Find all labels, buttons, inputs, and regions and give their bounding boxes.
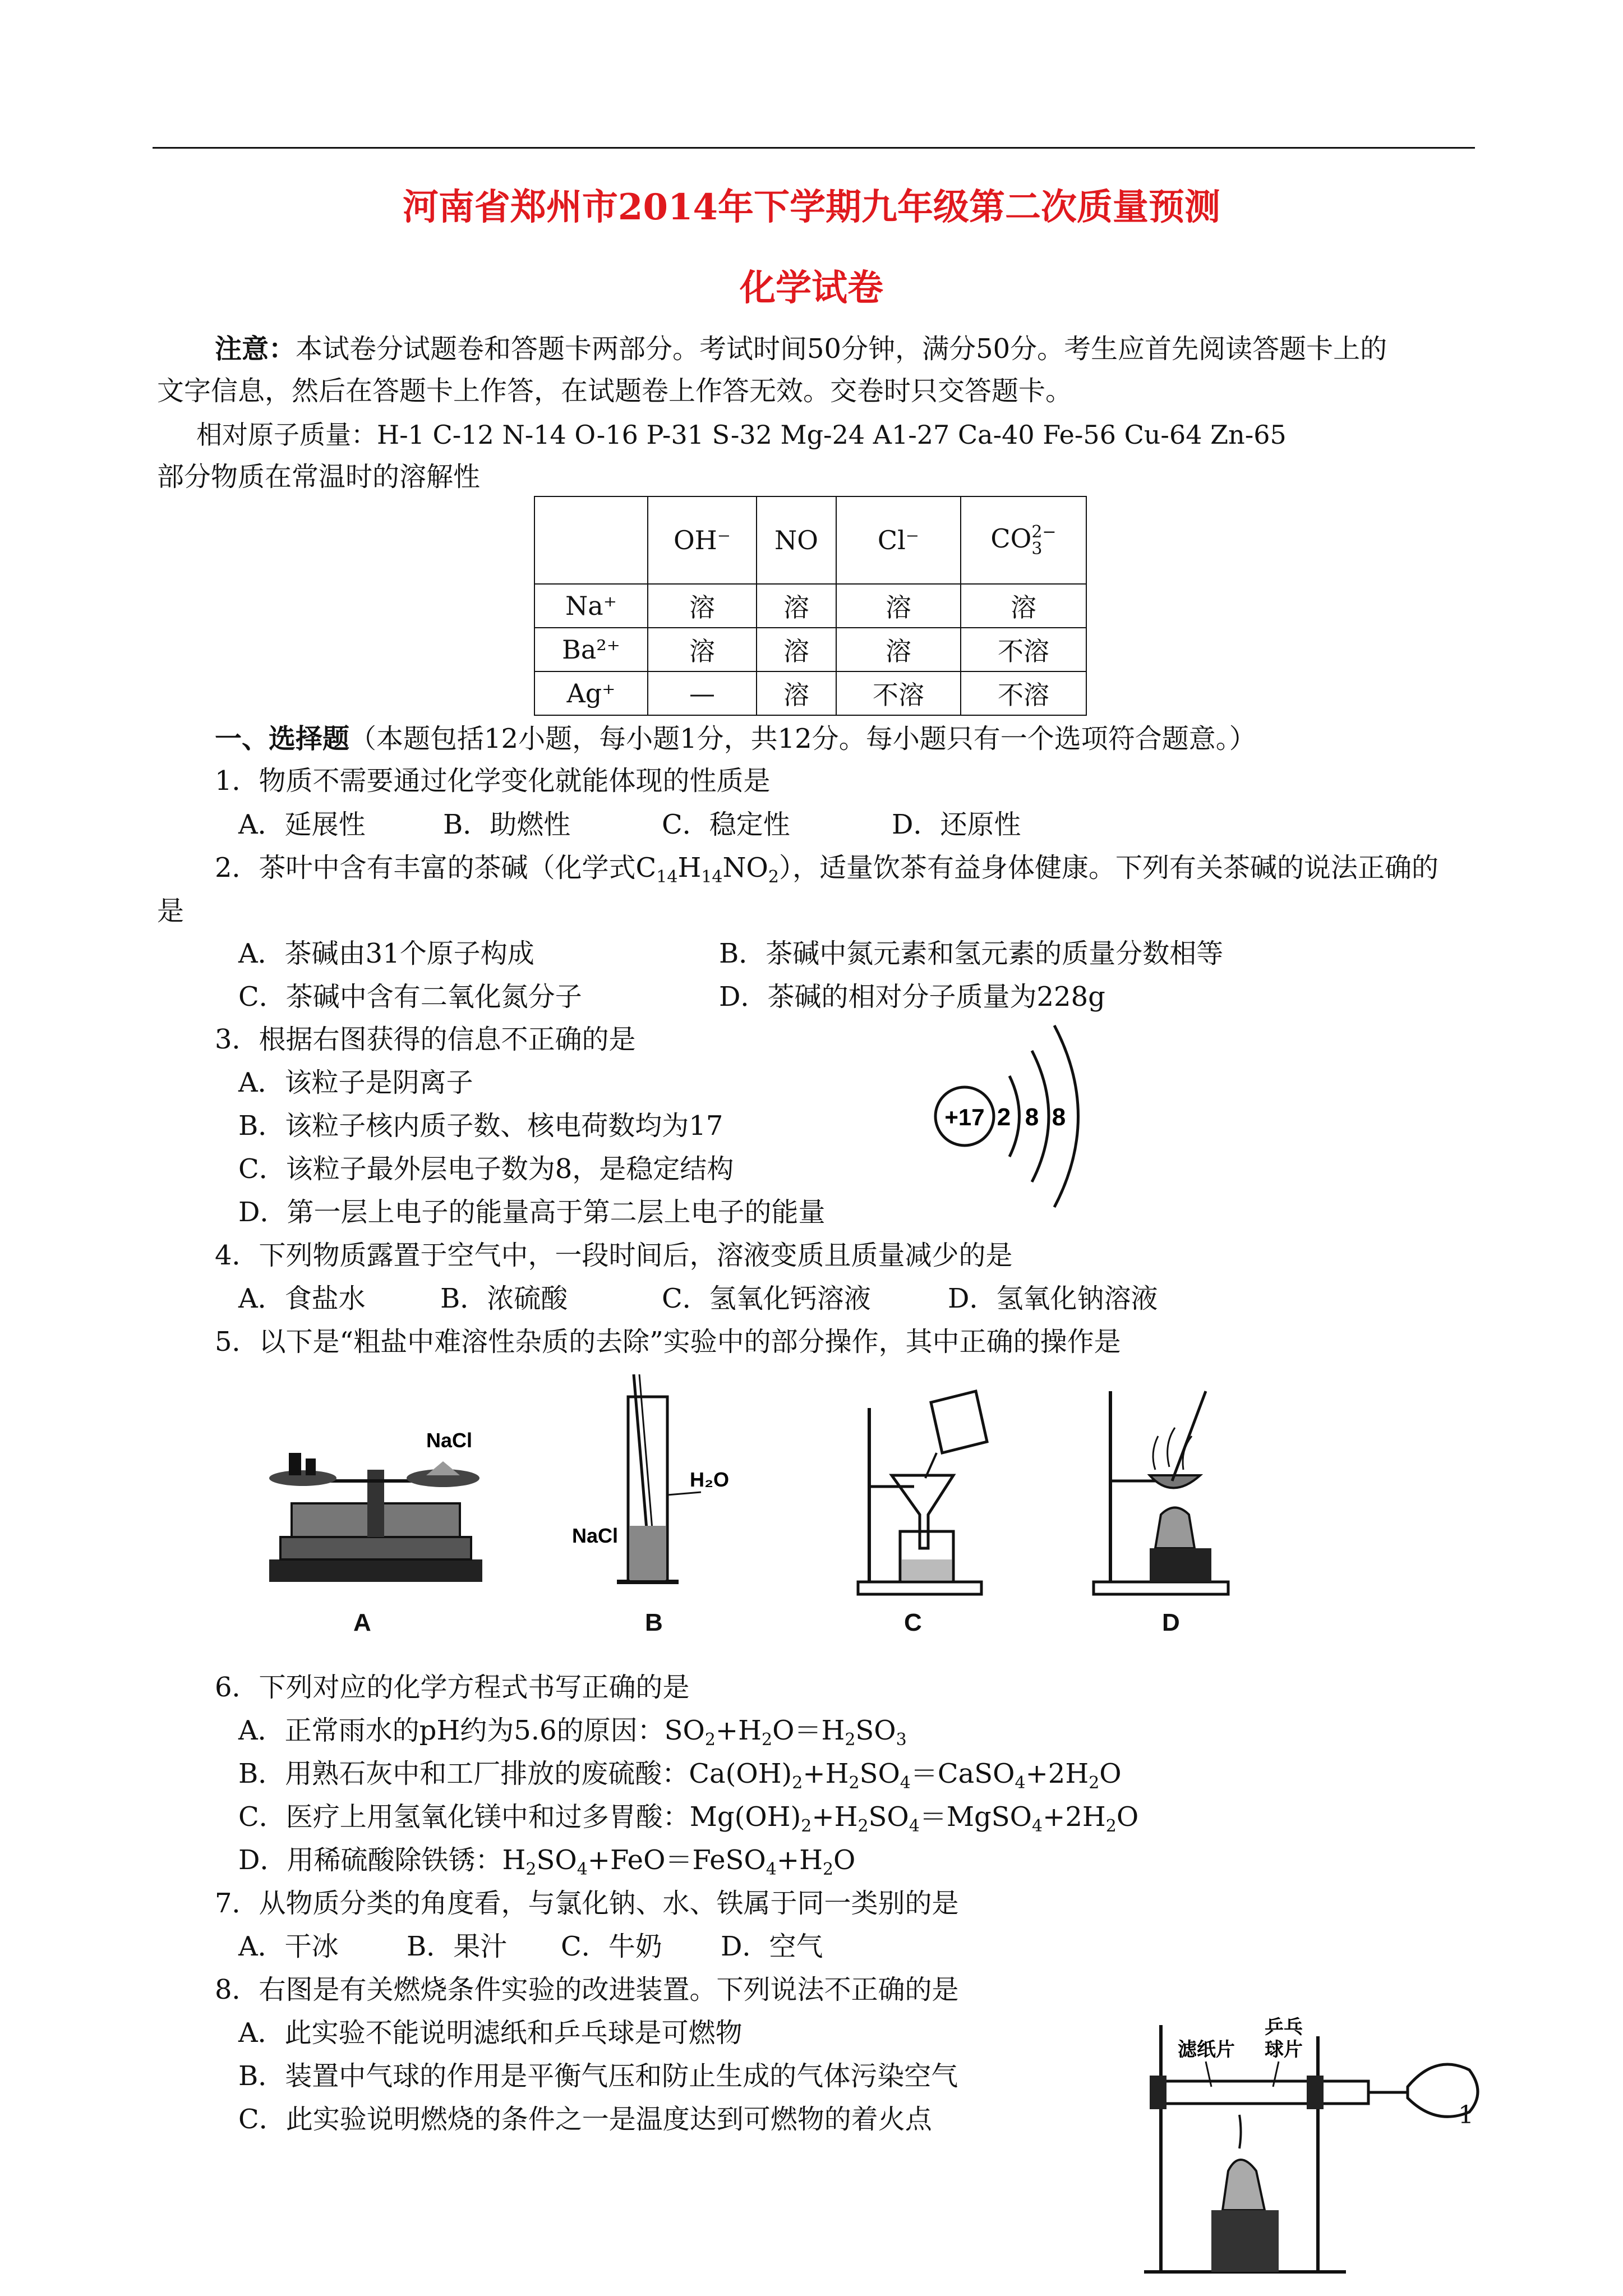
q6-stem: 6．下列对应的化学方程式书写正确的是 (215, 1672, 690, 1703)
q7-option-d: D．空气 (721, 1931, 823, 1962)
notes-line-2: 文字信息，然后在答题卡上作答，在试题卷上作答无效。交卷时只交答题卡。 (157, 375, 1073, 407)
q2-option-c: C．茶碱中含有二氧化氮分子 (238, 981, 582, 1013)
alcohol-lamp (1155, 1508, 1195, 1549)
q1-option-b: B．助燃性 (443, 809, 571, 840)
q1-option-c: C．稳定性 (662, 809, 790, 840)
shell-count-1: 2 (997, 1103, 1011, 1131)
stirring-rod (1172, 1391, 1206, 1481)
q4-stem: 4．下列物质露置于空气中，一段时间后，溶液变质且质量减少的是 (215, 1240, 1013, 1271)
q3-option-b: B．该粒子核内质子数、核电荷数均为17 (238, 1110, 723, 1142)
pingpong-label-1: 乒乓 (1265, 2016, 1303, 2039)
glass-tube (1155, 2081, 1368, 2104)
table-header-cell (534, 496, 648, 584)
notes-line-1 (215, 332, 1387, 366)
atom-structure-diagram (925, 1020, 1094, 1211)
q7-stem: 7．从物质分类的角度看，与氯化钠、水、铁属于同一类别的是 (215, 1888, 959, 1919)
q3-option-a: A．该粒子是阴离子 (238, 1067, 473, 1098)
figure-b-water-label: H₂O (690, 1468, 729, 1491)
figure-label-b: B (645, 1609, 663, 1636)
q2-option-a: A．茶碱由31个原子构成 (238, 938, 534, 969)
nucleus-charge: +17 (944, 1104, 985, 1130)
notes-label: 注意： (215, 333, 296, 365)
q2-stem-tail: 是 (157, 895, 185, 927)
table-header-cell-co3: CO 2− 3 (961, 496, 1086, 584)
q6-option-c: C．医疗上用氢氧化镁中和过多胃酸：$Mg(OH)_2+H_2SO_4=MgSO_4+2H_2O$ (238, 1801, 1139, 1836)
q2-stem: 2．茶叶中含有丰富的茶碱（化学式$C_{14}H_{14}NO_2$），适量饮茶有益身体健康。下列有关茶碱的说法正确的 (215, 852, 1438, 887)
q6-option-d: D．用稀硫酸除铁锈：$H_2SO_4+FeO=FeSO_4+H_2O$ (238, 1844, 856, 1879)
q1-option-d: D．还原性 (892, 809, 1021, 840)
q3-stem: 3．根据右图获得的信息不正确的是 (215, 1024, 636, 1055)
shell-count-3: 8 (1052, 1103, 1066, 1131)
q7-option-c: C．牛奶 (561, 1931, 662, 1962)
table-header-cell: NO (757, 496, 836, 584)
q8-option-a: A．此实验不能说明滤纸和乒乓球是可燃物 (238, 2017, 743, 2049)
section-1-heading: 一、选择题（本题包括12小题，每小题1分，共12分。每小题只有一个选项符合题意。） (215, 723, 1256, 754)
q5-stem: 5．以下是“粗盐中难溶性杂质的去除”实验中的部分操作，其中正确的操作是 (215, 1326, 1121, 1358)
q4-option-b: B．浓硫酸 (440, 1283, 568, 1314)
pouring-beaker (931, 1391, 987, 1453)
figure-a-nacl-label: NaCl (426, 1429, 473, 1452)
header-rule (153, 147, 1475, 149)
q8-stem: 8．右图是有关燃烧条件实验的改进装置。下列说法不正确的是 (215, 1974, 959, 2005)
q4-option-d: D．氢氧化钠溶液 (948, 1283, 1158, 1314)
page-title: 河南省郑州市2014年下学期九年级第二次质量预测 (402, 186, 1221, 228)
q6-option-a: A．正常雨水的pH约为5.6的原因：$SO_2+H_2O=H_2SO_3$ (238, 1715, 907, 1750)
table-header-cell: OH⁻ (648, 496, 757, 584)
q7-option-a: A．干冰 (238, 1931, 339, 1962)
q7-option-b: B．果汁 (407, 1931, 508, 1962)
q3-option-d: D．第一层上电子的能量高于第二层上电子的能量 (238, 1197, 826, 1228)
shell-arc-1 (1009, 1076, 1020, 1157)
figure-label-a: A (353, 1609, 371, 1636)
q2-option-d: D．茶碱的相对分子质量为228g (719, 981, 1105, 1013)
filter-paper-label: 滤纸片 (1178, 2039, 1235, 2061)
figure-b-cylinder (566, 1374, 751, 1604)
figure-a-balance (258, 1402, 494, 1604)
shell-count-2: 8 (1025, 1103, 1039, 1131)
q2-option-b: B．茶碱中氮元素和氢元素的质量分数相等 (719, 938, 1224, 969)
q4-option-c: C．氢氧化钙溶液 (662, 1283, 871, 1314)
notes-text-1: 本试卷分试题卷和答题卡两部分。考试时间50分钟，满分50分。考生应首先阅读答题卡上的 (296, 333, 1387, 365)
balance-base (269, 1559, 482, 1582)
solubility-table (534, 496, 1087, 716)
q4-option-a: A．食盐水 (238, 1283, 366, 1314)
combustion-apparatus-figure (1144, 2003, 1492, 2283)
q6-option-b: B．用熟石灰中和工厂排放的废硫酸：$Ca(OH)_2+H_2SO_4=CaSO_4+2H_2O$ (238, 1758, 1122, 1793)
solubility-caption: 部分物质在常温时的溶解性 (157, 461, 481, 493)
atomic-masses: 相对原子质量：H-1 C-12 N-14 O-16 P-31 S-32 Mg-24 A1-27 Ca-40 Fe-56 Cu-64 Zn-65 (196, 420, 1287, 450)
figure-c-filtration (847, 1380, 1004, 1604)
q8-option-c: C．此实验说明燃烧的条件之一是温度达到可燃物的着火点 (238, 2104, 932, 2135)
table-header-cell: Cl⁻ (836, 496, 961, 584)
q1-option-a: A．延展性 (238, 809, 366, 840)
q3-option-c: C．该粒子最外层电子数为8，是稳定结构 (238, 1153, 734, 1185)
q8-option-b: B．装置中气球的作用是平衡气压和防止生成的气体污染空气 (238, 2060, 958, 2092)
table-row: Ba²⁺ 溶 溶 溶 不溶 (534, 628, 1086, 671)
q1-stem: 1．物质不需要通过化学变化就能体现的性质是 (215, 765, 771, 797)
figure-label-c: C (904, 1609, 922, 1636)
figure-label-d: D (1162, 1609, 1180, 1636)
pingpong-label-2: 球片 (1265, 2039, 1303, 2061)
table-row: Ag⁺ — 溶 不溶 不溶 (534, 671, 1086, 715)
page-subtitle: 化学试卷 (740, 267, 883, 309)
alcohol-lamp-q8 (1223, 2160, 1265, 2210)
figure-b-nacl-label: NaCl (572, 1524, 619, 1547)
table-row: Na⁺ 溶 溶 溶 溶 (534, 584, 1086, 628)
figure-d-evaporation (1088, 1380, 1245, 1604)
balance-pan-left (269, 1470, 336, 1486)
page-number: 1 (1458, 2101, 1474, 2129)
